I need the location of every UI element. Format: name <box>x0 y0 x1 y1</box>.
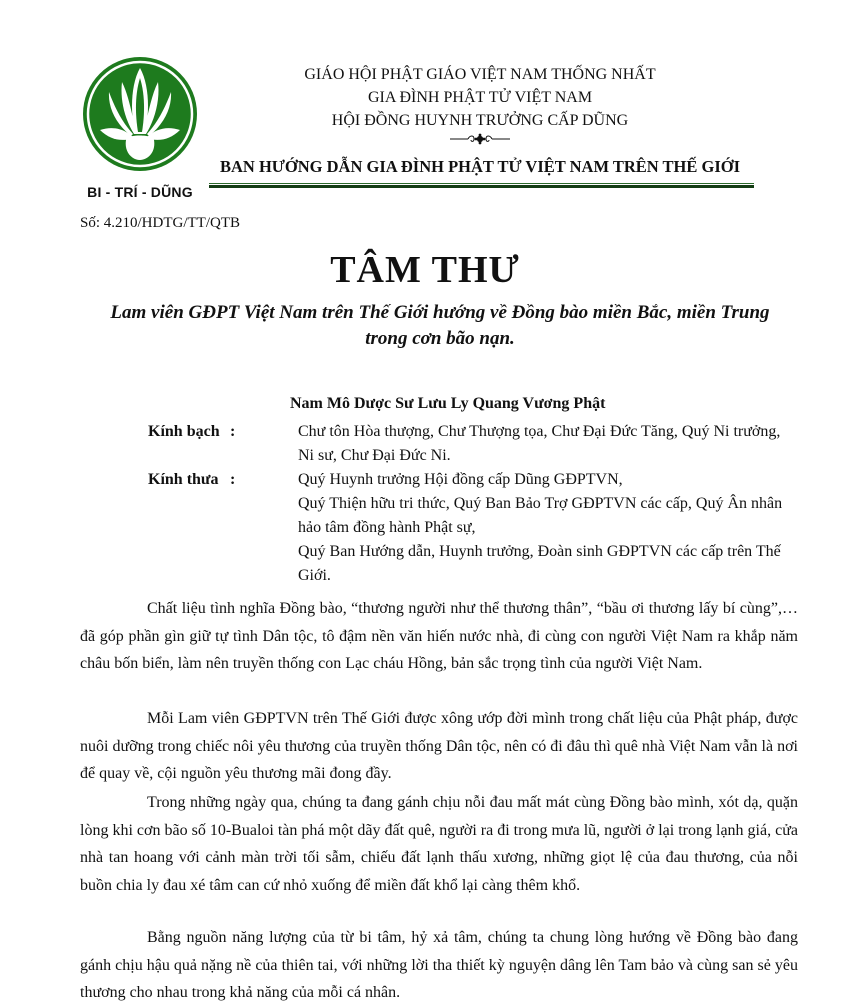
addressee-line: Quý Thiện hữu tri thức, Quý Ban Bảo Trợ GĐPTVN các cấp, Quý Ân nhân hảo tâm đồng hành Phật sự, <box>298 495 783 536</box>
header-org-line-2: GIA ĐÌNH PHẬT TỬ VIỆT NAM <box>367 89 593 106</box>
header-org-line-1: GIÁO HỘI PHẬT GIÁO VIỆT NAM THỐNG NHẤT <box>304 66 656 83</box>
paragraph-text: Trong những ngày qua, chúng ta đang gánh chịu nỗi đau mất mát cùng Đồng bào mình, xót dạ, quặn lòng khi cơn bão số 10-Bualoi tàn phá một dãy đất quê, người ra đi trong mưa lũ, người ở lại trong lạnh giá, cửa nhà tan hoang với cảnh màn trời tối sẫm, chiếu đất lạnh thấu xương, những giọt lệ của đau thương, của nỗi buồn chia ly đau xé tâm can cứ nhỏ xuống để miền đất khổ lại càng thêm khổ. <box>80 794 798 894</box>
addressee-label: Kính thưa <box>148 471 219 488</box>
document-subtitle: Lam viên GĐPT Việt Nam trên Thế Giới hướng về Đồng bào miền Bắc, miền Trung trong cơn bão nạn. <box>110 302 770 349</box>
paragraph-text: Chất liệu tình nghĩa Đồng bào, “thương người như thể thương thân”, “bầu ơi thương lấy bí cùng”,…đã góp phần gìn giữ tự tình Dân tộc, tô đậm nền văn hiến nước nhà, đi cùng con người Việt Nam ra khắp năm châu bốn biển, làm nên truyền thống con Lạc cháu Hồng, bản sắc trọng tình của người Việt Nam. <box>80 600 798 672</box>
logo-caption: BI - TRÍ - DŨNG <box>87 184 193 200</box>
document-title: TÂM THƯ <box>330 249 520 291</box>
body-paragraph-1 <box>80 595 798 678</box>
paragraph-text: Mỗi Lam viên GĐPTVN trên Thế Giới được xông ướp đời mình trong chất liệu của Phật pháp, được nuôi dưỡng trong chiếc nôi yêu thương của truyền thống Dân tộc, nên có đi đâu thì quê nhà Việt Nam vẫn là nơi để quay về, cội nguồn yêu thương mãi đong đầy. <box>80 710 798 782</box>
addressee-colon: : <box>230 471 236 488</box>
addressee-text <box>298 420 798 468</box>
body-paragraph-4 <box>80 924 798 1007</box>
addressee-line: Chư tôn Hòa thượng, Chư Thượng tọa, Chư Đại Đức Tăng, Quý Ni trưởng, Ni sư, Chư Đại Đức Ni. <box>298 423 781 464</box>
body-paragraph-3 <box>80 789 798 899</box>
lotus-emblem-icon <box>82 56 198 172</box>
body-paragraph-2 <box>80 705 798 788</box>
addressee-line: Quý Ban Hướng dẫn, Huynh trưởng, Đoàn sinh GĐPTVN các cấp trên Thế Giới. <box>298 543 781 584</box>
paragraph-text: Bằng nguồn năng lượng của từ bi tâm, hỷ xả tâm, chúng ta chung lòng hướng về Đồng bào đang gánh chịu hậu quả nặng nề của thiên tai, với những lời tha thiết kỳ nguyện dâng lên Tam bảo và cùng san sẻ yêu thương cho nhau trong khả năng của mỗi cá nhân. <box>80 929 798 1001</box>
invocation: Nam Mô Dược Sư Lưu Ly Quang Vương Phật <box>290 395 606 412</box>
header-org-line-3: HỘI ĐỒNG HUYNH TRƯỞNG CẤP DŨNG <box>331 112 629 129</box>
header-divider <box>209 183 754 189</box>
addressee-text <box>298 468 798 588</box>
flower-ornament-icon <box>450 132 510 146</box>
addressee-colon: : <box>230 423 236 440</box>
addressee-line: Quý Huynh trưởng Hội đồng cấp Dũng GĐPTVN, <box>298 471 623 488</box>
document-reference-number: Số: 4.210/HDTG/TT/QTB <box>80 215 240 231</box>
addressee-label: Kính bạch <box>148 423 220 440</box>
header-committee-name: BAN HƯỚNG DẪN GIA ĐÌNH PHẬT TỬ VIỆT NAM TRÊN THẾ GIỚI <box>220 157 740 176</box>
header-divider-thick <box>209 185 754 188</box>
header-divider-thin <box>209 183 754 184</box>
